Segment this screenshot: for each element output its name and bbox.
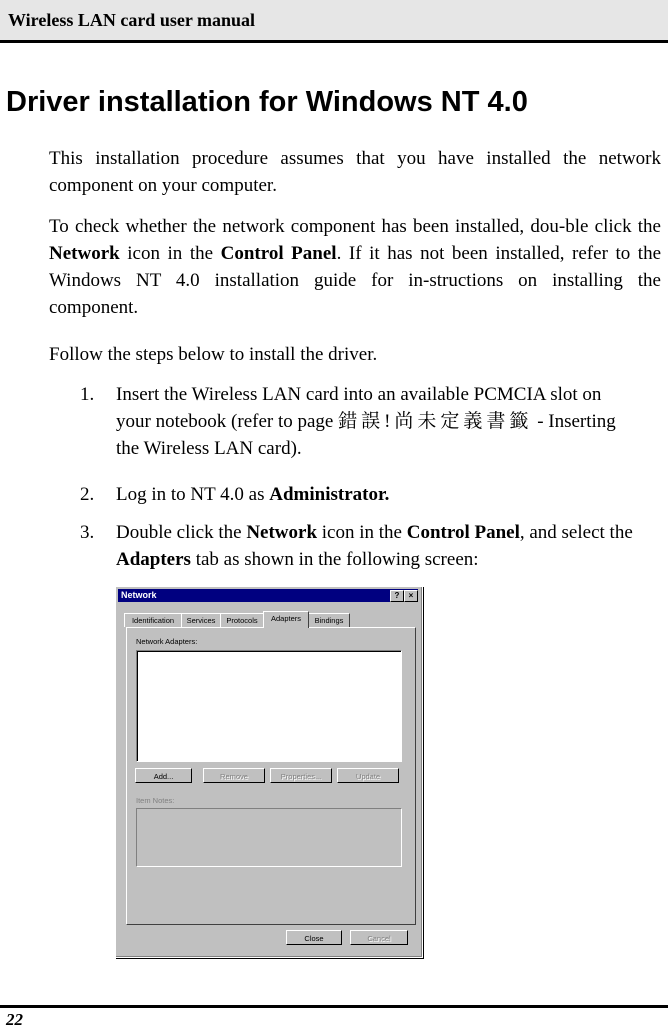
manual-title: Wireless LAN card user manual: [8, 10, 256, 30]
update-button[interactable]: Update: [337, 768, 399, 783]
step-number: 1.: [80, 384, 95, 405]
adapters-list[interactable]: [136, 650, 402, 762]
page-header: [0, 0, 668, 43]
tab-services[interactable]: Services: [181, 613, 221, 627]
item-notes-label: Item Notes:: [136, 796, 175, 805]
intro-paragraph: This installation procedure assumes that you have installed the network component on your computer.: [49, 148, 661, 196]
add-button[interactable]: Add...: [135, 768, 192, 783]
network-term: Network: [49, 243, 120, 264]
broken-reference: 錯誤!尚未定義書籤: [338, 411, 533, 432]
footer-rule: [0, 1005, 668, 1008]
check-paragraph: To check whether the network component has been installed, dou-ble click the Network icon in the Control Panel. If it has not been installed, refer to the Windows NT 4.0 installation guide for in-structions on installing the component.: [49, 216, 661, 318]
item-notes-box: [136, 808, 402, 867]
tab-protocols[interactable]: Protocols: [220, 613, 264, 627]
follow-paragraph: Follow the steps below to install the driver.: [49, 344, 378, 365]
dialog-title: Network: [121, 590, 157, 600]
section-heading: Driver installation for Windows NT 4.0: [6, 86, 528, 118]
tab-bindings[interactable]: Bindings: [308, 613, 350, 627]
step-text: Double click the Network icon in the Control Panel, and select the Adapters tab as shown in the following screen:: [116, 522, 633, 570]
page-number: 22: [6, 1010, 23, 1029]
control-panel-term: Control Panel: [220, 243, 337, 264]
network-dialog: [115, 586, 423, 958]
dialog-title-bar: [118, 589, 418, 602]
help-button[interactable]: ?: [390, 590, 404, 602]
properties-button[interactable]: Properties...: [270, 768, 332, 783]
remove-button[interactable]: Remove: [203, 768, 265, 783]
close-button[interactable]: Close: [286, 930, 342, 945]
step-number: 2.: [80, 484, 95, 505]
step-text: Log in to NT 4.0 as Administrator.: [116, 484, 390, 505]
step-text: Insert the Wireless LAN card into an available PCMCIA slot on your notebook (refer to page 錯誤!尚未定義書籤 - Inserting the Wireless LAN card).: [116, 384, 616, 459]
step-number: 3.: [80, 522, 95, 543]
cancel-button[interactable]: Cancel: [350, 930, 408, 945]
tab-adapters[interactable]: Adapters: [263, 611, 309, 628]
network-adapters-label: Network Adapters:: [136, 637, 198, 646]
tab-identification[interactable]: Identification: [124, 613, 182, 627]
adapters-panel: [126, 627, 416, 925]
close-icon[interactable]: ×: [404, 590, 418, 602]
